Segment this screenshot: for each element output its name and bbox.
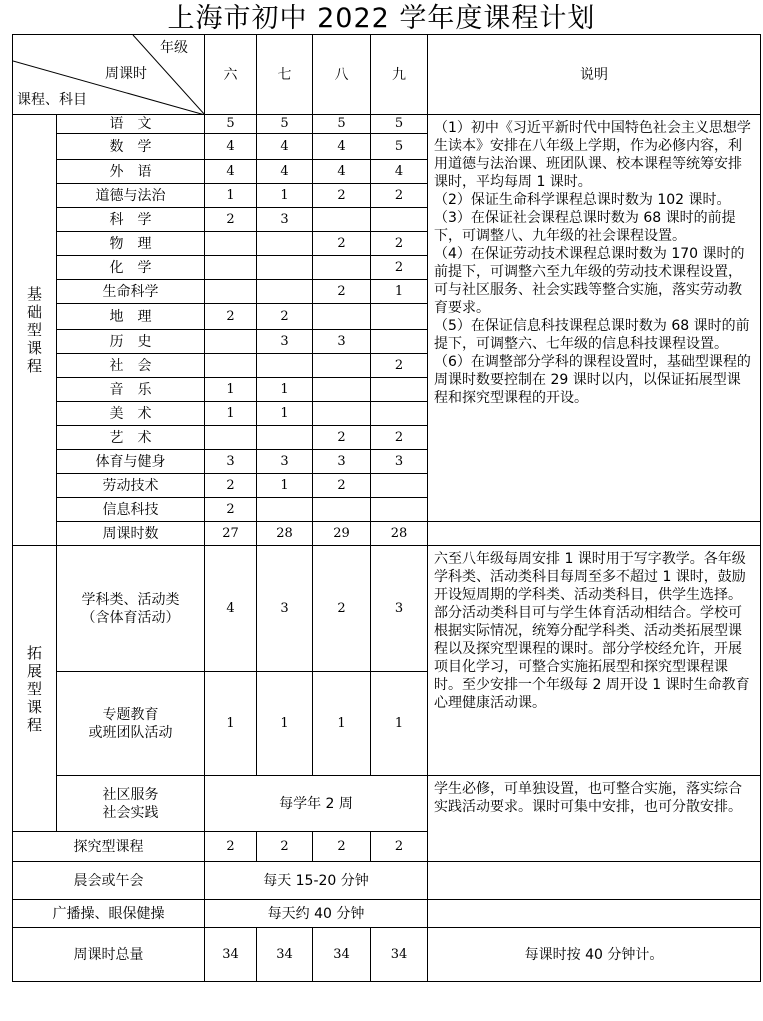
hours-cell: 4: [205, 160, 257, 184]
subject-name: 语 文: [57, 115, 205, 134]
hours-cell: 34: [313, 928, 371, 982]
note-paragraph: （6）在调整部分学科的课程设置时，基础型课程的周课时数要控制在 29 课时以内，以保证拓展型课程和探究型课程的开设。: [434, 354, 751, 406]
basic-courses-label: [13, 115, 57, 546]
empty-note-cell: [428, 900, 761, 928]
empty-note-cell: [428, 862, 761, 900]
category-label-char: 课: [26, 339, 42, 357]
hours-cell: 1: [257, 378, 313, 402]
hours-cell: 3: [205, 450, 257, 474]
subject-name-line: 学科类、活动类: [81, 591, 180, 608]
subject-name: 周课时总量: [13, 928, 205, 982]
subject-name: [57, 546, 205, 672]
hours-cell: 2: [313, 474, 371, 498]
subject-name: 晨会或午会: [13, 862, 205, 900]
hours-cell: 3: [371, 450, 428, 474]
hours-cell: 2: [371, 256, 428, 280]
hours-cell: 1: [205, 672, 257, 776]
hours-cell: 1: [205, 402, 257, 426]
hours-cell: [371, 498, 428, 522]
category-label-char: 型: [26, 321, 42, 339]
span-value-cell: 每学年 2 周: [205, 776, 428, 832]
hours-cell: 1: [205, 184, 257, 208]
hours-cell: 5: [371, 115, 428, 134]
hours-cell: [371, 474, 428, 498]
note-paragraph: （4）在保证劳动技术课程总课时数为 170 课时的前提下，可调整六至九年级的劳动技术课程设置，可与社区服务、社会实践等整合实施，落实劳动教育要求。: [434, 246, 745, 316]
hours-cell: 3: [257, 330, 313, 354]
subject-name: 数 学: [57, 134, 205, 160]
hours-cell: 1: [257, 184, 313, 208]
page-title: 上海市初中 2022 学年度课程计划: [167, 3, 596, 34]
subject-name: 道德与法治: [57, 184, 205, 208]
subject-name: 探究型课程: [13, 832, 205, 862]
hours-cell: 2: [371, 832, 428, 862]
hours-cell: [205, 280, 257, 304]
table-row: [13, 522, 761, 546]
subject-name-line: 专题教育: [102, 706, 159, 723]
subject-name-line: 或班团队活动: [88, 724, 173, 741]
hours-cell: 1: [313, 672, 371, 776]
hours-cell: [313, 378, 371, 402]
hours-cell: [371, 208, 428, 232]
category-label-char: 展: [26, 661, 42, 680]
hours-cell: [205, 426, 257, 450]
hours-cell: 4: [371, 160, 428, 184]
grade-header-9: 九: [371, 35, 428, 115]
subject-name: 广播操、眼保健操: [13, 900, 205, 928]
category-label-char: 程: [26, 357, 42, 375]
subject-name: 艺 术: [57, 426, 205, 450]
table-row: [13, 862, 761, 900]
subject-name: 外 语: [57, 160, 205, 184]
hours-cell: 3: [313, 330, 371, 354]
hours-cell: [257, 354, 313, 378]
category-label-char: 基: [26, 285, 42, 303]
subject-name: [57, 776, 205, 832]
hours-cell: [257, 426, 313, 450]
hours-cell: 3: [313, 450, 371, 474]
hours-cell: 2: [313, 832, 371, 862]
hours-cell: 5: [205, 115, 257, 134]
category-label-char: 程: [26, 715, 42, 734]
course-plan-table: [12, 34, 761, 982]
hours-cell: 4: [257, 134, 313, 160]
extended-courses-label: [13, 546, 57, 832]
hours-cell: 1: [371, 672, 428, 776]
category-label-char: 型: [26, 679, 42, 698]
hours-cell: 5: [257, 115, 313, 134]
hours-cell: 3: [257, 208, 313, 232]
subject-name: 物 理: [57, 232, 205, 256]
hours-cell: 5: [371, 134, 428, 160]
hours-cell: 3: [371, 546, 428, 672]
hours-cell: [205, 232, 257, 256]
hours-cell: 4: [313, 134, 371, 160]
hours-cell: 1: [371, 280, 428, 304]
hours-cell: 2: [257, 304, 313, 330]
hours-cell: 34: [205, 928, 257, 982]
hours-cell: 2: [205, 304, 257, 330]
note-paragraph: （1）初中《习近平新时代中国特色社会主义思想学生读本》安排在八年级上学期，作为必修内容，利用道德与法治课、班团队课、校本课程等统筹安排课时，平均每周 1 课时。: [434, 120, 751, 190]
subject-name: 地 理: [57, 304, 205, 330]
subject-name: 化 学: [57, 256, 205, 280]
hours-cell: 3: [257, 546, 313, 672]
hours-cell: 2: [205, 474, 257, 498]
hours-cell: 1: [257, 402, 313, 426]
note-header: 说明: [428, 35, 761, 115]
hours-cell: 2: [371, 232, 428, 256]
hours-cell: 4: [205, 134, 257, 160]
hours-cell: 2: [205, 208, 257, 232]
hours-cell: [257, 232, 313, 256]
extended-courses-note: 六至八年级每周安排 1 课时用于写字教学。各年级学科类、活动类科目每周至多不超过 1 课时，鼓励开设短周期的学科类、活动类科目，供学生选择。部分活动类科目可与学生体育活动相结合。学校可根据实际情况，统筹分配学科类、活动类拓展型课程以及探究型课程的课时。部分学校经允许，开展项目化学习，可整合实施拓展型和探究型课程课时。至少安排一个年级每 2 周开设 1 课时生命教育心理健康活动课。: [428, 546, 761, 776]
hours-cell: 4: [205, 546, 257, 672]
subject-name: 科 学: [57, 208, 205, 232]
hours-cell: 34: [371, 928, 428, 982]
hours-cell: [371, 330, 428, 354]
hours-cell: 2: [205, 498, 257, 522]
hours-cell: [313, 354, 371, 378]
hours-cell: [313, 208, 371, 232]
table-row: [13, 928, 761, 982]
hours-cell: 2: [313, 280, 371, 304]
hours-cell: 2: [313, 546, 371, 672]
hours-cell: 4: [257, 160, 313, 184]
hours-cell: [313, 304, 371, 330]
subject-name: 社 会: [57, 354, 205, 378]
hours-cell: 28: [371, 522, 428, 546]
table-row: [13, 900, 761, 928]
subject-name: 体育与健身: [57, 450, 205, 474]
hours-cell: 5: [313, 115, 371, 134]
corner-hours-label: 周课时: [105, 66, 147, 82]
empty-note-cell: [428, 522, 761, 546]
hours-cell: [257, 498, 313, 522]
grade-header-7: 七: [257, 35, 313, 115]
grade-header-8: 八: [313, 35, 371, 115]
subject-name: 信息科技: [57, 498, 205, 522]
hours-cell: 4: [313, 160, 371, 184]
hours-cell: 3: [257, 450, 313, 474]
hours-cell: 28: [257, 522, 313, 546]
subject-name: [57, 672, 205, 776]
note-paragraph: （2）保证生命科学课程总课时数为 102 课时。: [434, 192, 731, 208]
hours-cell: [205, 354, 257, 378]
subject-name-line: （含体育活动）: [81, 609, 180, 626]
corner-subject-label: 课程、科目: [17, 92, 87, 108]
hours-cell: [205, 330, 257, 354]
hours-cell: [205, 256, 257, 280]
hours-cell: [371, 402, 428, 426]
subject-name: 美 术: [57, 402, 205, 426]
category-label-char: 拓: [26, 643, 42, 662]
hours-cell: [313, 256, 371, 280]
hours-cell: 2: [257, 832, 313, 862]
hours-cell: 29: [313, 522, 371, 546]
hours-cell: [257, 256, 313, 280]
header-row: [13, 35, 761, 115]
category-label-char: 课: [26, 697, 42, 716]
hours-cell: 27: [205, 522, 257, 546]
span-value-cell: 每天 15-20 分钟: [205, 862, 428, 900]
hours-cell: [257, 280, 313, 304]
hours-cell: 2: [313, 184, 371, 208]
corner-header-cell: [13, 35, 205, 115]
hours-cell: [371, 304, 428, 330]
subject-name: 历 史: [57, 330, 205, 354]
grade-header-6: 六: [205, 35, 257, 115]
hours-cell: 1: [257, 672, 313, 776]
subject-name: 生命科学: [57, 280, 205, 304]
hours-cell: [313, 498, 371, 522]
hours-cell: 2: [371, 354, 428, 378]
hours-cell: 2: [371, 184, 428, 208]
span-value-cell: 每天约 40 分钟: [205, 900, 428, 928]
subject-name: 音 乐: [57, 378, 205, 402]
category-label-char: 础: [26, 303, 42, 321]
table-row: [13, 546, 761, 672]
hours-cell: 34: [257, 928, 313, 982]
note-paragraph: （5）在保证信息科技课程总课时数为 68 课时的前提下，可调整六、七年级的信息科技课程设置。: [434, 318, 750, 352]
subject-name-line: 社区服务: [102, 786, 159, 803]
total-note: 每课时按 40 分钟计。: [428, 928, 761, 982]
subject-name: 周课时数: [57, 522, 205, 546]
hours-cell: 1: [257, 474, 313, 498]
hours-cell: 2: [205, 832, 257, 862]
table-row: [13, 776, 761, 832]
subject-name-line: 社会实践: [102, 804, 159, 821]
community-service-note: 学生必修，可单独设置，也可整合实施，落实综合实践活动要求。课时可集中安排，也可分散安排。: [428, 776, 761, 862]
note-paragraph: （3）在保证社会课程总课时数为 68 课时的前提下，可调整八、九年级的社会课程设置。: [434, 210, 736, 244]
hours-cell: [313, 402, 371, 426]
table-row: [13, 115, 761, 134]
hours-cell: [371, 378, 428, 402]
corner-grade-label: 年级: [160, 40, 188, 56]
basic-courses-notes: [428, 115, 761, 522]
subject-name: 劳动技术: [57, 474, 205, 498]
hours-cell: 2: [313, 426, 371, 450]
hours-cell: 2: [371, 426, 428, 450]
hours-cell: 2: [313, 232, 371, 256]
hours-cell: 1: [205, 378, 257, 402]
